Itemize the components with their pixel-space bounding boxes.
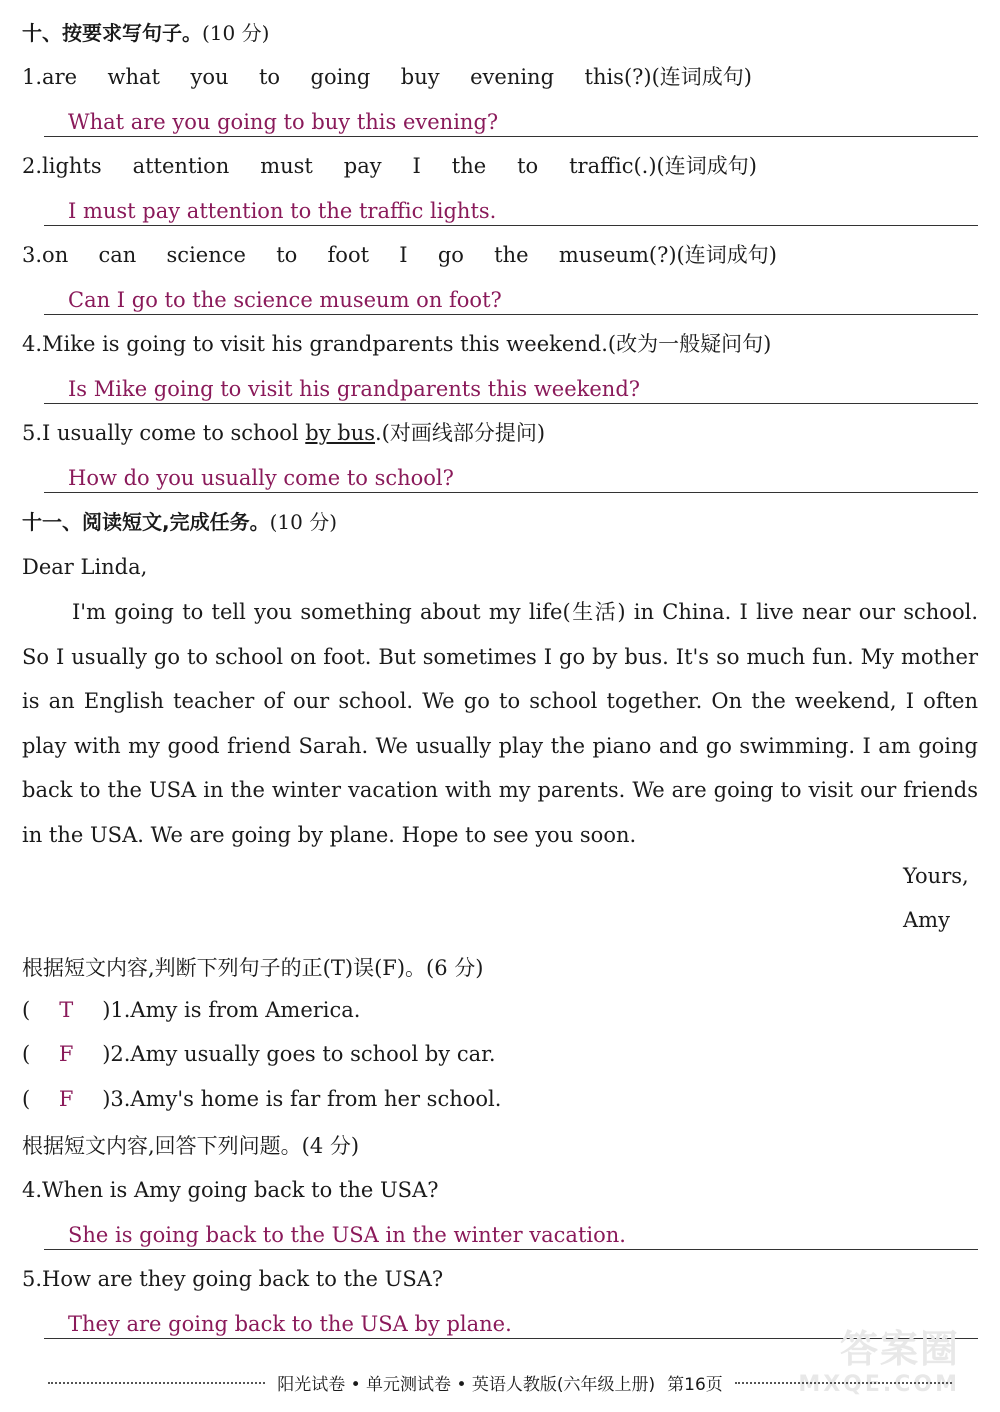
word: to — [258, 65, 281, 89]
question-1 — [22, 62, 752, 92]
underlined-phrase: by bus — [305, 421, 375, 445]
tf-statement: )3.Amy's home is far from her school. — [102, 1087, 502, 1111]
answer-line-3 — [44, 278, 978, 315]
footer-page-number: 第16页 — [667, 1375, 723, 1395]
question-number: 3. — [22, 243, 43, 267]
section-11-title: 十一、阅读短文,完成任务。 — [22, 510, 270, 534]
word: science — [166, 243, 246, 267]
tf-answer: T — [59, 998, 74, 1022]
word: you — [190, 65, 229, 89]
word: traffic(.)(连词成句) — [569, 154, 757, 178]
word: pay — [343, 154, 382, 178]
footer-divider-right — [735, 1382, 952, 1384]
watermark-url: MXQE.COM — [798, 1372, 960, 1397]
section-11-score: (10 分) — [269, 510, 338, 534]
section-11-heading — [22, 507, 978, 537]
question-number: 2. — [22, 154, 43, 178]
footer-title: 阳光试卷 • 单元测试卷 • 英语人教版(六年级上册) — [277, 1375, 656, 1395]
word: go — [437, 243, 464, 267]
word: buy — [400, 65, 440, 89]
question-text: Mike is going to visit his grandparents this weekend.(改为一般疑问句) — [42, 332, 772, 356]
word: can — [98, 243, 137, 267]
word: on — [42, 243, 69, 267]
qa-question-4: 4.When is Amy going back to the USA? — [22, 1178, 439, 1202]
qa-instruction: 根据短文内容,回答下列问题。(4 分) — [22, 1134, 360, 1158]
question-3 — [22, 240, 777, 270]
answer-text: They are going back to the USA by plane. — [68, 1312, 512, 1336]
word: foot — [327, 243, 370, 267]
section-10-score: (10 分) — [202, 21, 270, 45]
word: what — [107, 65, 160, 89]
tf-item-3: ( F )3.Amy's home is far from her school. — [22, 1087, 502, 1111]
tf-item-1: ( T )1.Amy is from America. — [22, 998, 361, 1022]
word: this(?)(连词成句) — [584, 65, 752, 89]
answer-line-5 — [44, 456, 978, 493]
word: must — [260, 154, 313, 178]
word: lights — [42, 154, 102, 178]
question-text: .(对画线部分提问) — [375, 421, 546, 445]
word: to — [276, 243, 298, 267]
page-footer — [48, 1370, 952, 1395]
letter-paragraph: I'm going to tell you something about my life(生活) in China. I live near our school. So I usually go to school on foot. But sometimes I go by bus. It's so much fun. My mother is an English teacher of our school. We go to school together. On the weekend, I often play with my good friend Sarah. We usually play the piano and go swimming. I am going back to the USA in the winter vacation with my parents. We are going to visit our friends in the USA. We are going by plane. Hope to see you soon. — [22, 600, 978, 847]
section-10-title: 十、按要求写句子。 — [22, 21, 202, 45]
question-number: 1. — [22, 65, 43, 89]
answer-line-2 — [44, 189, 978, 226]
question-5 — [22, 418, 978, 448]
section-10-heading — [22, 18, 978, 48]
answer-line-1 — [44, 100, 978, 137]
letter-greeting: Dear Linda, — [22, 555, 148, 579]
word: I — [412, 154, 421, 178]
answer-text: She is going back to the USA in the winter vacation. — [68, 1223, 626, 1247]
tf-instruction: 根据短文内容,判断下列句子的正(T)误(F)。(6 分) — [22, 956, 484, 980]
watermark-logo: 答案圈 — [839, 1327, 960, 1371]
word: the — [494, 243, 529, 267]
qa-question-5: 5.How are they going back to the USA? — [22, 1267, 444, 1291]
word: are — [42, 65, 78, 89]
question-number: 4. — [22, 332, 43, 356]
answer-text: Can I go to the science museum on foot? — [68, 288, 502, 312]
letter-signature: Amy — [903, 908, 950, 932]
question-text: I usually come to school — [42, 421, 306, 445]
answer-line-4 — [44, 367, 978, 404]
qa-answer-line-5 — [44, 1302, 978, 1339]
answer-text: I must pay attention to the traffic lights. — [68, 199, 497, 223]
tf-answer: F — [58, 1042, 74, 1066]
qa-answer-line-4 — [44, 1213, 978, 1250]
letter-closing: Yours, — [903, 864, 969, 888]
answer-text: What are you going to buy this evening? — [68, 110, 499, 134]
question-number: 5. — [22, 421, 43, 445]
word: attention — [132, 154, 230, 178]
question-4 — [22, 329, 978, 359]
footer-divider-left — [48, 1382, 265, 1384]
word: the — [451, 154, 487, 178]
tf-statement: )2.Amy usually goes to school by car. — [102, 1042, 496, 1066]
word: to — [517, 154, 539, 178]
answer-text: Is Mike going to visit his grandparents this weekend? — [68, 377, 641, 401]
tf-answer: F — [58, 1087, 74, 1111]
answer-text: How do you usually come to school? — [68, 466, 454, 490]
word: museum(?)(连词成句) — [558, 243, 777, 267]
tf-statement: )1.Amy is from America. — [102, 998, 361, 1022]
word: evening — [470, 65, 555, 89]
tf-item-2: ( F )2.Amy usually goes to school by car. — [22, 1042, 496, 1066]
word: I — [399, 243, 408, 267]
question-2 — [22, 151, 757, 181]
letter-body — [22, 590, 978, 857]
word: going — [310, 65, 371, 89]
